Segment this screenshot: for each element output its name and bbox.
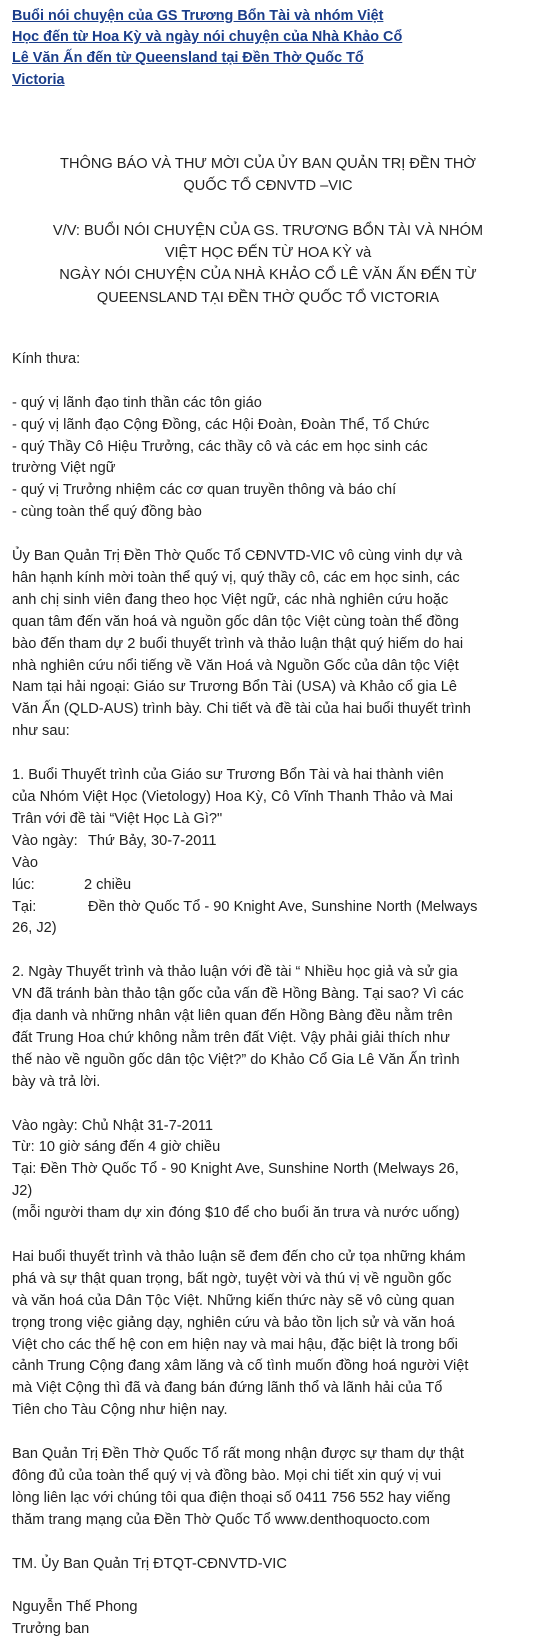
event-2-desc-line: thế nào về nguồn gốc dân tộc Việt?” do Khảo Cổ Gia Lê Văn Ấn trình <box>12 1051 460 1068</box>
recipient-list <box>12 393 524 524</box>
event-2 <box>12 962 524 1093</box>
title-line: Victoria <box>12 71 65 88</box>
event-1-time-label: Vào lúc: <box>12 854 38 893</box>
notice-subject-line: VIỆT HỌC ĐẾN TỪ HOA KỲ và <box>164 245 372 261</box>
event-2-desc-line: bày và trả lời. <box>12 1073 101 1090</box>
title-line: Lê Văn Ấn đến từ Queensland tại Đền Thờ Quốc Tổ <box>12 50 364 67</box>
closing-line: thăm trang mạng của Đền Thờ Quốc Tổ www.denthoquocto.com <box>12 1511 430 1528</box>
event-2-detail-line: J2) <box>12 1183 33 1200</box>
closing-paragraph-2 <box>12 1444 524 1532</box>
notice-title-line: QUỐC TỔ CĐNVTD –VIC <box>183 178 353 195</box>
closing-line: phá và sự thật quan trọng, bất ngờ, tuyệt vời và thú vị về nguồn gốc <box>12 1270 452 1287</box>
intro-line: như sau: <box>12 723 70 740</box>
intro-paragraph <box>12 546 524 743</box>
notice-subject-line: V/V: BUỔI NÓI CHUYỆN CỦA GS. TRƯƠNG BỔN TÀI VÀ NHÓM <box>52 222 484 239</box>
closing-paragraph-1 <box>12 1247 524 1422</box>
notice-title-line: THÔNG BÁO VÀ THƯ MỜI CỦA ỦY BAN QUẢN TRỊ ĐỀN THỜ <box>60 155 476 172</box>
event-2-desc-line: đất Trung Hoa chứ không nằm trên đất Việt. Vậy phải giải thích như <box>12 1029 450 1046</box>
greeting: Kính thưa: <box>12 350 81 367</box>
event-1-place-cont: 26, J2) <box>12 920 57 937</box>
event-1-time-value: 2 chiều <box>84 876 132 893</box>
event-1-place-label: Tại: <box>12 898 37 915</box>
closing-line: Hai buổi thuyết trình và thảo luận sẽ đem đến cho cử tọa những khám <box>12 1248 466 1265</box>
closing-line: lòng liên lạc với chúng tôi qua điện thoại số 0411 756 552 hay viếng <box>12 1489 451 1506</box>
event-1 <box>12 765 524 940</box>
event-1-date <box>12 831 524 853</box>
intro-line: Ủy Ban Quản Trị Đền Thờ Quốc Tổ CĐNVTD-VIC vô cùng vinh dự và <box>12 548 463 565</box>
on-behalf: TM. Ủy Ban Quản Trị ĐTQT-CĐNVTD-VIC <box>12 1555 287 1572</box>
closing-line: Tiên cho Tàu Cộng như hiện nay. <box>12 1402 228 1419</box>
intro-line: bào đến tham dự 2 buổi thuyết trình và thảo luận thật quý hiếm do hai <box>12 635 464 652</box>
event-1-desc-line: Trân với đề tài “Việt Học Là Gì?" <box>12 810 223 827</box>
event-1-date-value: Thứ Bảy, 30-7-2011 <box>88 832 217 849</box>
event-1-time <box>12 853 524 897</box>
event-1-desc-line: của Nhóm Việt Học (Vietology) Hoa Kỳ, Cô Vĩnh Thanh Thảo và Mai <box>12 788 454 805</box>
event-2-detail-line: Từ: 10 giờ sáng đến 4 giờ chiều <box>12 1139 221 1156</box>
article-title-link[interactable] <box>12 6 452 91</box>
closing-line: đông đủ của toàn thể quý vị và đồng bào. Mọi chi tiết xin quý vị vui <box>12 1468 442 1484</box>
event-2-desc-line: 2. Ngày Thuyết trình và thảo luận với đề tài “ Nhiều học giả và sử gia <box>12 964 458 981</box>
closing-line: Việt cho các thế hệ con em hiện nay và mai hậu, đặc biệt là trong bối <box>12 1336 458 1353</box>
intro-line: anh chị sinh viên đang theo học Việt ngữ, các nhà nghiên cứu hoặc <box>12 591 449 608</box>
spacer <box>12 197 524 219</box>
notice-subject-line: QUEENSLAND TẠI ĐỀN THỜ QUỐC TỔ VICTORIA <box>96 289 440 306</box>
event-1-desc-line: 1. Buổi Thuyết trình của Giáo sư Trương Bổn Tài và hai thành viên <box>12 767 444 784</box>
recipient-item: - quý Thầy Cô Hiệu Trưởng, các thầy cô và các em học sinh các <box>12 438 428 455</box>
title-line: Học đến từ Hoa Kỳ và ngày nói chuyện của Nhà Khảo Cổ <box>12 29 403 46</box>
greeting-block <box>12 349 524 371</box>
intro-line: hân hạnh kính mời toàn thể quý vị, quý thầy cô, các em học sinh, các <box>12 569 460 586</box>
signature-block <box>12 1597 524 1641</box>
event-2-desc-line: địa danh và những nhân vật liên quan đến Hồng Bàng đều nằm trên <box>12 1008 453 1025</box>
closing-line: trọng trong việc giảng dạy, nghiên cứu và bảo tồn lịch sử và văn hoá <box>12 1314 455 1331</box>
recipient-item: - quý vị lãnh đạo Cộng Đồng, các Hội Đoàn, Đoàn Thể, Tổ Chức <box>12 416 430 433</box>
event-2-detail-line: Vào ngày: Chủ Nhật 31-7-2011 <box>12 1117 213 1134</box>
recipient-item: - quý vị lãnh đạo tinh thần các tôn giáo <box>12 394 262 411</box>
intro-line: nhà nghiên cứu nổi tiếng về Văn Hoá và Nguồn Gốc của dân tộc Việt <box>12 657 459 674</box>
recipient-item: - quý vị Trưởng nhiệm các cơ quan truyền thông và báo chí <box>12 482 397 499</box>
closing-line: cảnh Trung Cộng đang xâm lăng và cố tình muốn đồng hoá người Việt <box>12 1358 469 1375</box>
intro-line: Văn Ấn (QLD-AUS) trình bày. Chi tiết và đề tài của hai buổi thuyết trình <box>12 701 471 718</box>
closing-line: Ban Quản Trị Đền Thờ Quốc Tổ rất mong nhận được sự tham dự thật <box>12 1446 464 1463</box>
notice-heading <box>12 153 524 309</box>
signer-title: Trưởng ban <box>12 1621 90 1638</box>
event-2-details <box>12 1116 524 1226</box>
signer-name: Nguyễn Thế Phong <box>12 1599 138 1616</box>
title-line: Buổi nói chuyện của GS Trương Bổn Tài và nhóm Việt <box>12 8 384 24</box>
on-behalf-block <box>12 1554 524 1576</box>
closing-line: mà Việt Cộng thì đã và đang bán đứng lãnh thổ và lãnh hải của Tổ <box>12 1380 443 1397</box>
intro-line: Nam tại hải ngoại: Giáo sư Trương Bổn Tài (USA) và Khảo cổ gia Lê <box>12 679 457 696</box>
event-1-date-label: Vào ngày: <box>12 832 78 849</box>
event-2-detail-line: (mỗi người tham dự xin đóng $10 để cho buổi ăn trưa và nước uống) <box>12 1205 460 1222</box>
event-2-desc-line: VN đã tránh bàn thảo tận gốc của vấn đề Hồng Bàng. Tại sao? Vì các <box>12 986 464 1003</box>
recipient-item: - cùng toàn thể quý đồng bào <box>12 504 202 521</box>
intro-line: quan tâm đến văn hoá và nguồn gốc dân tộc Việt cùng toàn thể đồng <box>12 613 459 630</box>
letter-body <box>12 349 524 1641</box>
event-1-place-value: Đền thờ Quốc Tổ - 90 Knight Ave, Sunshine North (Melways <box>88 898 478 915</box>
event-2-detail-line: Tại: Đền Thờ Quốc Tổ - 90 Knight Ave, Sunshine North (Melways 26, <box>12 1161 459 1178</box>
recipient-item: trường Việt ngữ <box>12 460 116 477</box>
event-1-place <box>12 897 524 919</box>
closing-line: và văn hoá của Dân Tộc Việt. Những kiến thức này sẽ vô cùng quan <box>12 1292 455 1309</box>
notice-subject-line: NGÀY NÓI CHUYỆN CỦA NHÀ KHẢO CỔ LÊ VĂN ẤN ĐẾN TỪ <box>59 267 477 284</box>
